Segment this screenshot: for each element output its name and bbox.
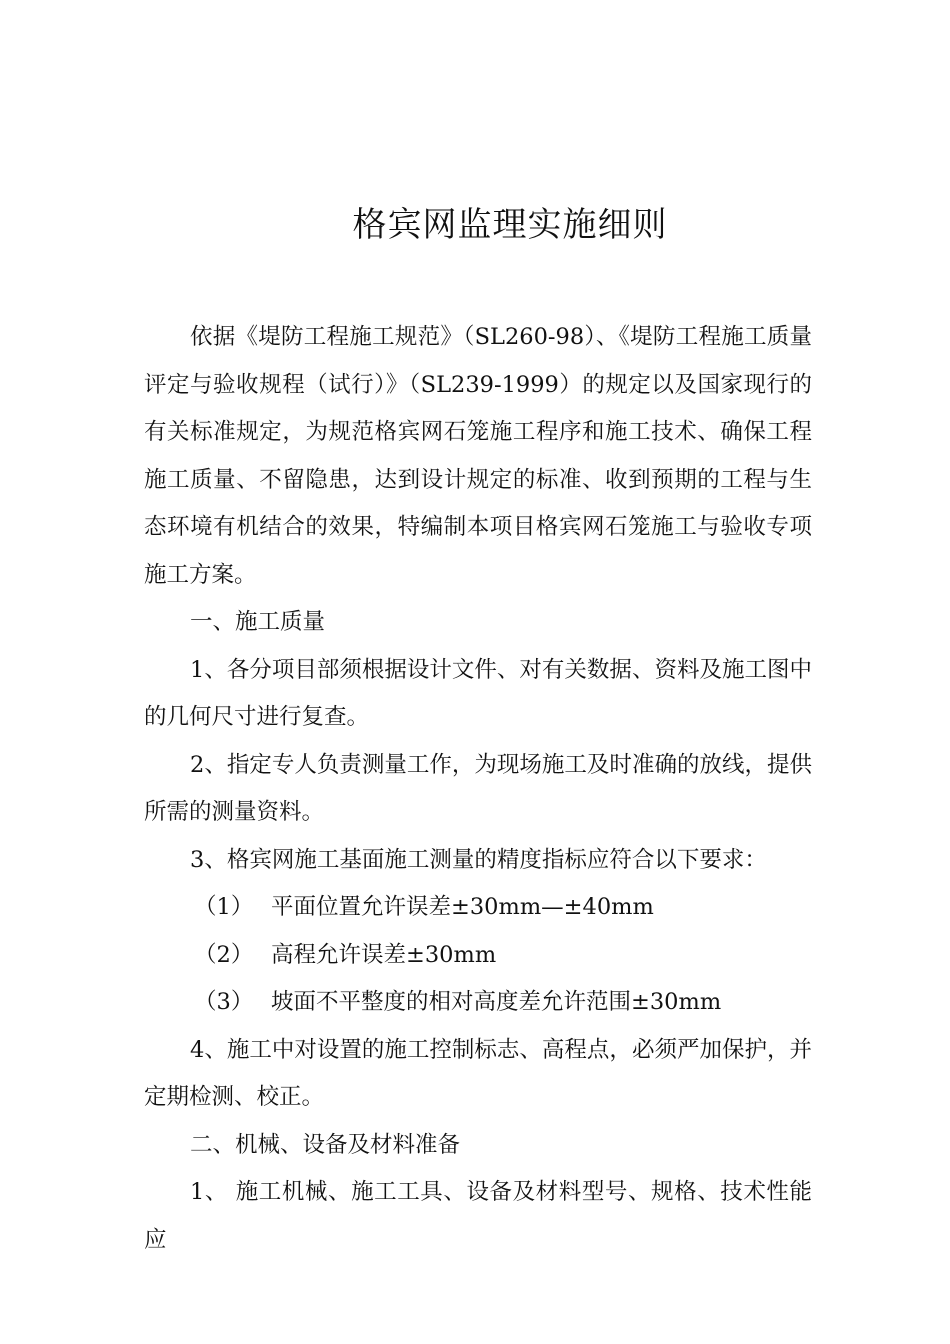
paragraph-item-4: 4、施工中对设置的施工控制标志、高程点，必须严加保护，并定期检测、校正。: [144, 1036, 812, 1110]
intro-paragraph: 依据《堤防工程施工规范》（SL260-98）、《堤防工程施工质量评定与验收规程（试行）》（SL239-1999）的规定以及国家现行的有关标准规定，为规范格宾网石笼施工程序和施工技术、确保工程施工质量、不留隐患，达到设计规定的标准、收到预期的工程与生态环境有机结合的效果，特编制本项目格宾网石笼施工与验收专项施工方案。: [144, 324, 812, 588]
sub-item-3: [144, 979, 812, 1027]
sub-item-text: 高程允许误差±30mm: [271, 941, 497, 968]
paragraph-item-2: 2、指定专人负责测量工作，为现场施工及时准确的放线，提供所需的测量资料。: [144, 751, 812, 825]
sub-item-text: 平面位置允许误差±30mm—±40mm: [271, 894, 654, 920]
section-heading-construction-quality: 一、施工质量: [190, 609, 326, 635]
document-title: 格宾网监理实施细则: [352, 205, 668, 245]
sub-item-text: 坡面不平整度的相对高度差允许范围±30mm: [271, 989, 722, 1015]
sub-item-number: （1）: [194, 894, 254, 920]
sub-item-number: （2）: [194, 941, 254, 968]
paragraph-item-1: 1、各分项目部须根据设计文件、对有关数据、资料及施工图中的几何尺寸进行复查。: [144, 656, 812, 730]
document-body: [144, 314, 812, 1264]
sub-item-1: [144, 884, 812, 932]
sub-item-number: （3）: [194, 989, 254, 1015]
paragraph-machinery-item-1: 1、 施工机械、施工工具、设备及材料型号、规格、技术性能应: [144, 1179, 812, 1253]
paragraph-item-3: 3、格宾网施工基面施工测量的精度指标应符合以下要求：: [190, 846, 767, 873]
sub-item-2: [144, 932, 812, 980]
section-heading-machinery: 二、机械、设备及材料准备: [190, 1131, 461, 1158]
